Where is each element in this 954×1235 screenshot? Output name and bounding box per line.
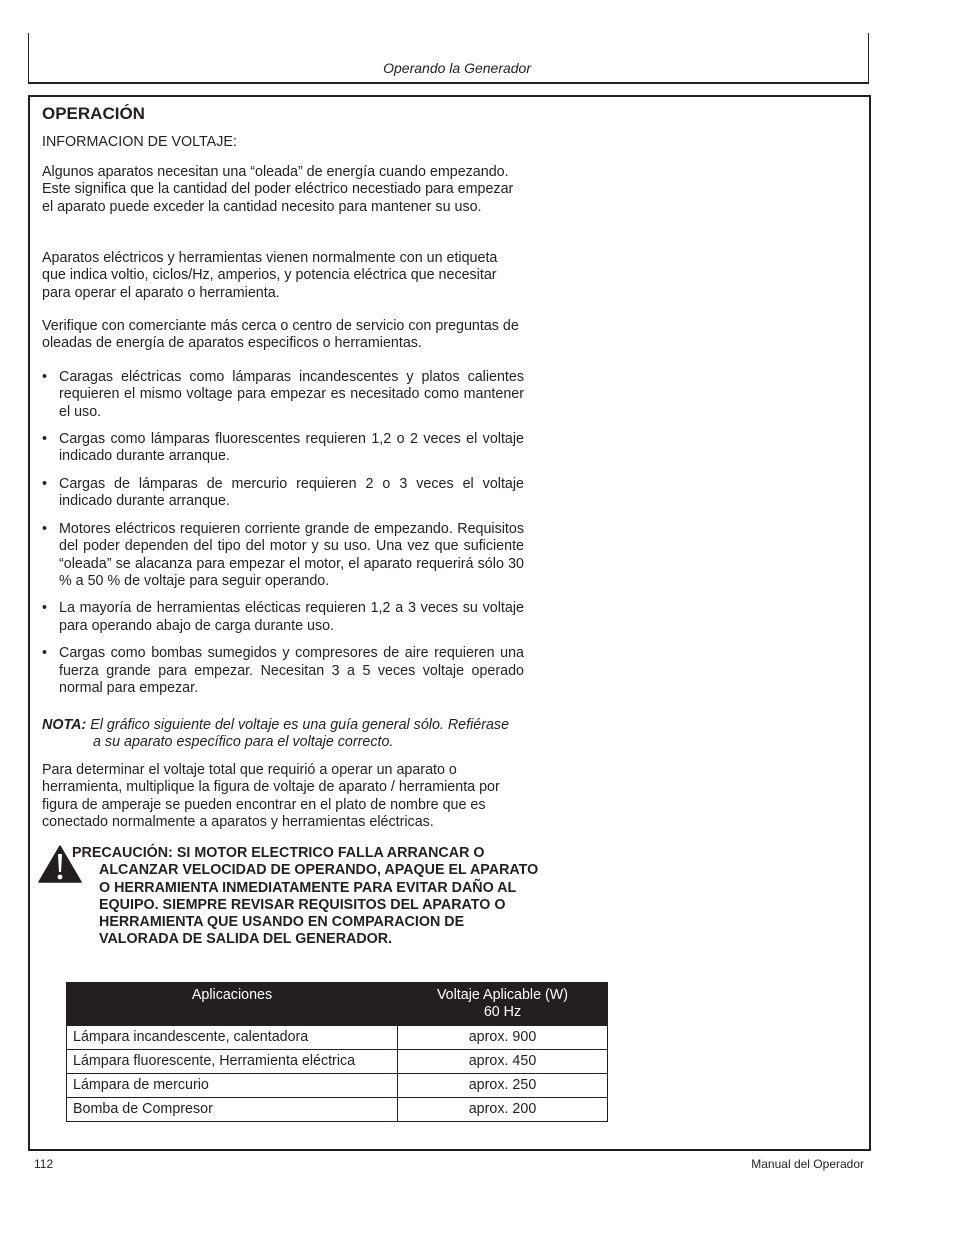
list-item: • Motores eléctricos requieren corriente grande de empezando. Requisitos del poder dependen del tipo del motor y su uso. Una vez que suficiente “oleada” se alacanza para empezar el motor, el aparato requerirá sólo 30 % a 50 % de voltaje para seguir operando.: [42, 521, 524, 590]
application-cell: Bomba de Compresor: [67, 1098, 398, 1122]
voltage-table: [66, 982, 608, 1122]
section-subtitle: INFORMACION DE VOLTAJE:: [42, 134, 237, 150]
voltage-cell: aprox. 250: [398, 1074, 608, 1098]
header-rule-right: [868, 33, 869, 83]
note-line-1: El gráfico siguiente del voltaje es una guía general sólo. Refiérase: [90, 717, 510, 733]
running-header: Operando la Generador: [383, 60, 531, 76]
caution-line-1: PRECAUCIÓN: SI MOTOR ELECTRICO FALLA ARRANCAR O: [72, 845, 485, 861]
table-row: [67, 1074, 608, 1098]
header-rule-bottom: [28, 82, 869, 84]
list-item: • Cargas como bombas sumegidos y compresores de aire requieren una fuerza grande para empezar. Necesitan 3 a 5 veces voltaje operado normal para empezar.: [42, 645, 524, 697]
note-line-2: a su aparato específico para el voltaje correcto.: [93, 734, 394, 751]
section-title: OPERACIÓN: [42, 104, 145, 123]
page-number: 112: [34, 1157, 54, 1171]
voltage-cell: aprox. 200: [398, 1098, 608, 1122]
paragraph-1: Algunos aparatos necesitan una “oleada” de energía cuando empezando. Este significa que la cantidad del poder eléctrico necestiado para empezar el aparato puede exceder la cantidad necesito para mantener su uso.: [42, 164, 514, 215]
table-header-voltage: [398, 983, 608, 1026]
voltage-cell: aprox. 450: [398, 1050, 608, 1074]
list-item: • Cargas como lámparas fluorescentes requieren 1,2 o 2 veces el voltaje indicado durante arranque.: [42, 431, 524, 466]
note-block: [42, 717, 542, 752]
paragraph-3: Verifique con comerciante más cerca o centro de servicio con preguntas de oleadas de energía de aparatos especificos o herramientas.: [42, 318, 519, 352]
table-row: [67, 1050, 608, 1074]
table-header-row: [67, 983, 608, 1026]
list-item: • La mayoría de herramientas elécticas requieren 1,2 a 3 veces su voltaje para operando abajo de carga durante uso.: [42, 600, 524, 635]
caution-text: [72, 845, 542, 949]
list-item: • Caragas eléctricas como lámparas incandescentes y platos calientes requieren el mismo voltage para empezar es necesitado como mantener el uso.: [42, 369, 524, 421]
voltage-cell: aprox. 900: [398, 1026, 608, 1050]
table-header-applications: Aplicaciones: [67, 983, 398, 1026]
closing-paragraph: Para determinar el voltaje total que requirió a operar un aparato o herramienta, multiplique la figura de voltaje de aparato / herramienta por figura de amperaje se pueden encontrar en el plato de nombre que es conectado normalmente a aparatos y herramientas eléctricas.: [42, 762, 500, 830]
application-cell: Lámpara de mercurio: [67, 1074, 398, 1098]
voltage-header-line-1: Voltaje Aplicable (W): [436, 987, 569, 1003]
paragraph-2: Aparatos eléctricos y herramientas vienen normalmente con un etiqueta que indica voltio, ciclos/Hz, amperios, y potencia eléctrica que necesitar para operar el aparato o herramienta.: [42, 250, 498, 301]
application-cell: Lámpara fluorescente, Herramienta eléctrica: [67, 1050, 398, 1074]
table-row: [67, 1098, 608, 1122]
content-frame: [28, 95, 871, 1151]
table-row: [67, 1026, 608, 1050]
list-item: • Cargas de lámparas de mercurio requieren 2 o 3 veces el voltaje indicado durante arranque.: [42, 476, 524, 511]
header-rule-left: [28, 33, 29, 83]
load-bullet-list: [42, 369, 524, 708]
caution-continuation: ALCANZAR VELOCIDAD DE OPERANDO, APAQUE EL APARATO O HERRAMIENTA INMEDIATAMENTE PARA EVITAR DAÑO AL EQUIPO. SIEMPRE REVISAR REQUISITOS DEL APARATO O HERRAMIENTA QUE USANDO EN COMPARACION DE VALORADA DE SALIDA DEL GENERADOR.: [99, 862, 539, 948]
application-cell: Lámpara incandescente, calentadora: [67, 1026, 398, 1050]
note-label: NOTA:: [42, 717, 87, 733]
manual-title: Manual del Operador: [751, 1157, 864, 1171]
voltage-header-line-2: 60 Hz: [483, 1004, 522, 1020]
